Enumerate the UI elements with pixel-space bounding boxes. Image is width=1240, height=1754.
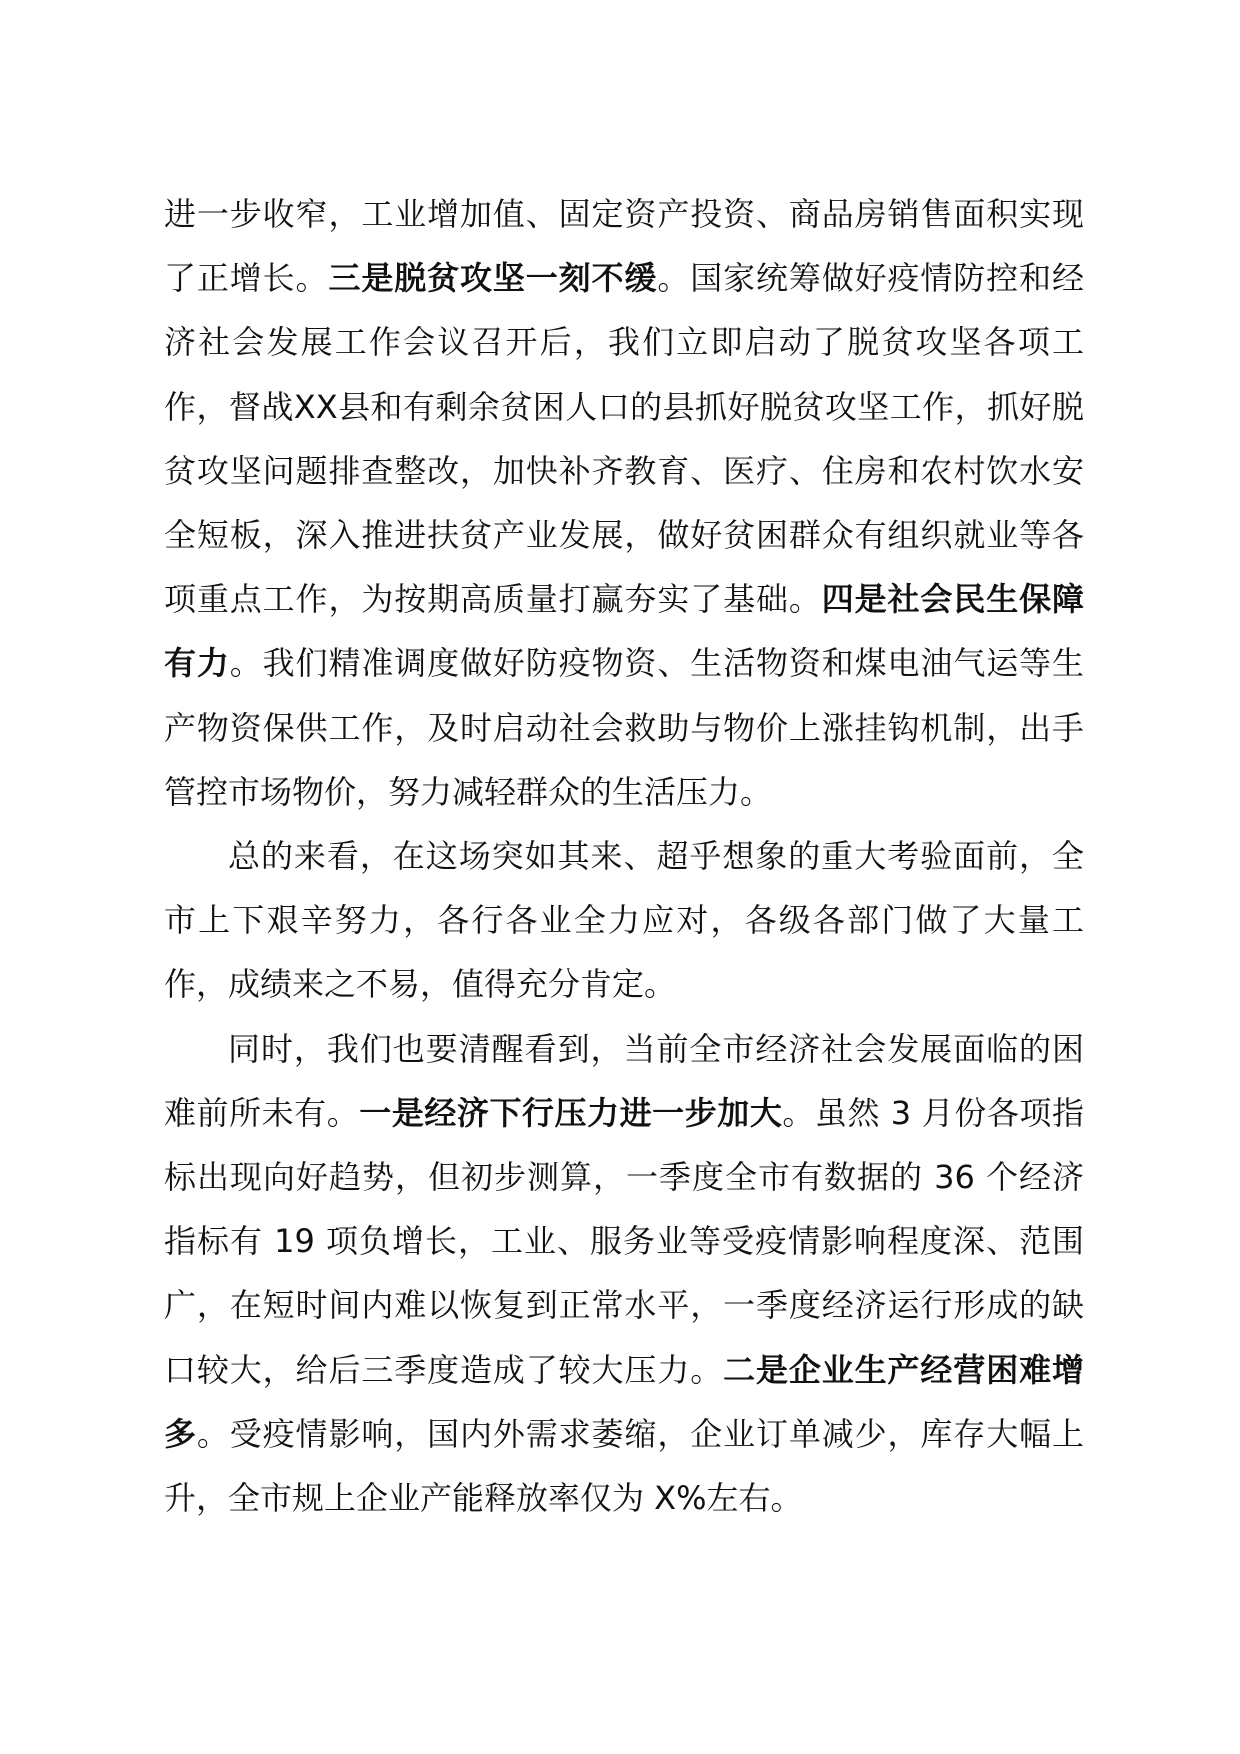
- paragraph-summary: [164, 824, 1084, 1017]
- paragraph-text: 总的来看，在这场突如其来、超乎想象的重大考验面前，全市上下艰辛努力，各行各业全力应对，各级各部门做了大量工作，成绩来之不易，值得充分肯定。: [164, 837, 1084, 1004]
- paragraph-text: 。我们精准调度做好防疫物资、生活物资和煤电油气运等生产物资保供工作，及时启动社会救助与物价上涨挂钩机制，出手管控市场物价，努力减轻群众的生活压力。: [164, 644, 1084, 811]
- bold-heading-economic-pressure: 一是经济下行压力进一步加大: [359, 1093, 783, 1132]
- bold-heading-poverty-alleviation: 三是脱贫攻坚一刻不缓: [328, 259, 658, 298]
- bold-heading-enterprise-difficulties: 二是企业生产经营困难增多: [164, 1350, 1084, 1453]
- paragraph-text: 同时，我们也要清醒看到，当前全市经济社会发展面临的困难前所未有。: [164, 1029, 1084, 1132]
- paragraph-challenges: [164, 1017, 1084, 1531]
- bold-heading-livelihood: 四是社会民生保障有力: [164, 580, 1084, 683]
- paragraph-text: 。虽然 3 月份各项指标出现向好趋势，但初步测算，一季度全市有数据的 36 个经济指标有 19 项负增长，工业、服务业等受疫情影响程度深、范围广，在短时间内难以恢复到正常水平，一季度经济运行形成的缺口较大，给后三季度造成了较大压力。: [164, 1093, 1084, 1389]
- paragraph-text: 。国家统筹做好疫情防控和经济社会发展工作会议召开后，我们立即启动了脱贫攻坚各项工作，督战XX县和有剩余贫困人口的县抓好脱贫攻坚工作，抓好脱贫攻坚问题排查整改，加快补齐教育、医疗、住房和农村饮水安全短板，深入推进扶贫产业发展，做好贫困群众有组织就业等各项重点工作，为按期高质量打赢夯实了基础。: [164, 259, 1084, 619]
- paragraph-text: 进一步收窄，工业增加值、固定资产投资、商品房销售面积实现了正增长。: [164, 195, 1084, 298]
- paragraph-achievements: [164, 182, 1084, 824]
- paragraph-text: 。受疫情影响，国内外需求萎缩，企业订单减少，库存大幅上升，全市规上企业产能释放率仅为 X%左右。: [164, 1414, 1084, 1518]
- document-page: [164, 182, 1084, 1530]
